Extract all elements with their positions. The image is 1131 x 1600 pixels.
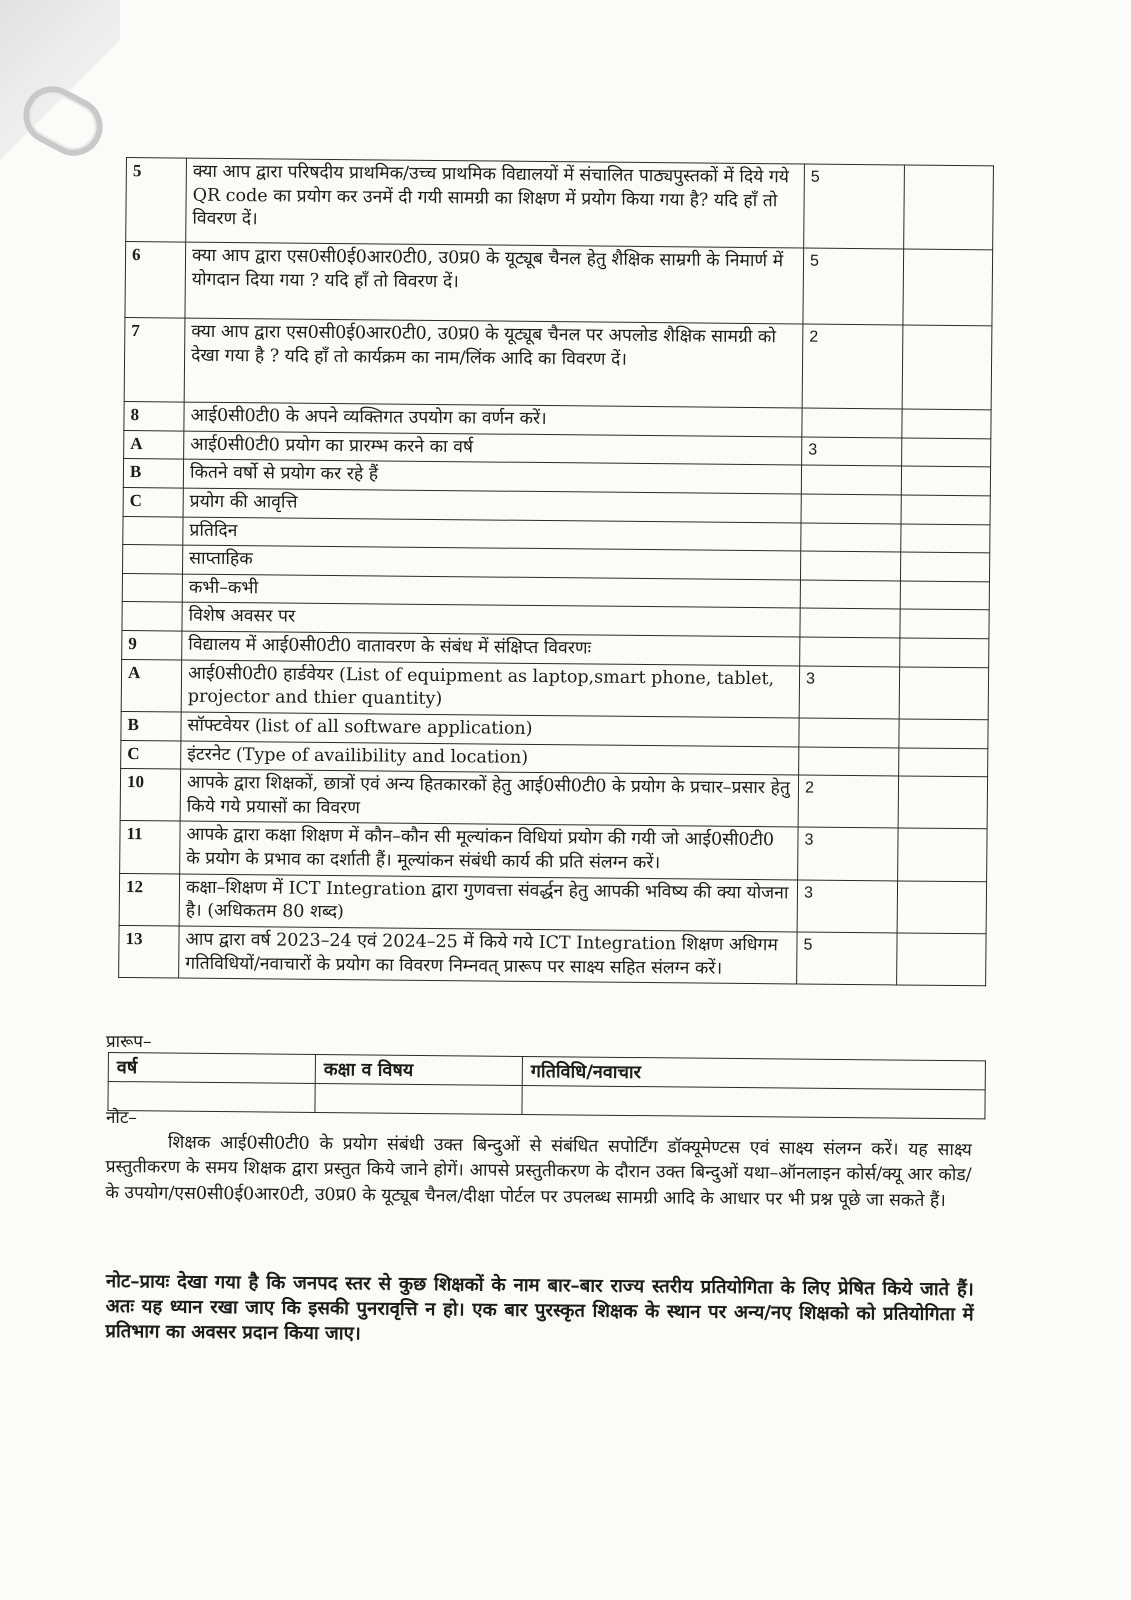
questions-table [118,157,994,986]
format-cell [315,1083,522,1114]
row-question: सॉफ्टवेयर (list of all software application) [181,712,799,747]
row-marks [799,718,900,748]
row-question: कक्षा–शिक्षण में ICT Integration द्वारा गुणवत्ता संवर्द्धन हेतु आपकी भविष्य की क्या योजना है। (अधिकतम 80 शब्द) [179,874,797,932]
row-number: B [121,711,181,740]
row-question: आई0सी0टी0 प्रयोग का प्रारम्भ करने का वर्ष [184,431,802,466]
row-number [122,573,182,602]
table-row [124,317,992,409]
row-marks: 3 [799,666,900,719]
row-number [122,602,182,631]
row-number: C [123,487,183,516]
row-question: कभी–कभी [182,574,800,609]
row-question: आई0सी0टी0 हार्डवेयर (List of equipment as laptop,smart phone, tablet, projector and thier quantity) [181,660,799,718]
row-question: विशेष अवसर पर [182,602,800,637]
row-marks: 5 [797,932,898,985]
row-number: 7 [124,317,185,402]
row-number: 12 [119,873,180,926]
row-marks: 3 [798,827,899,880]
row-question: इंटरनेट (Type of availibility and location) [181,741,799,776]
table-row [120,769,987,830]
row-marks [801,522,902,552]
row-remark-cell [902,438,991,467]
row-marks [799,746,900,776]
row-remark-cell [903,325,992,410]
row-question: कितने वर्षो से प्रयोग कर रहे हैं [183,459,801,494]
row-number: B [123,459,183,488]
row-remark-cell [901,523,990,552]
row-marks: 5 [803,248,904,325]
row-number: A [121,659,182,712]
row-marks: 2 [802,324,903,409]
row-question: प्रयोग की आवृत्ति [183,488,801,523]
row-marks [800,580,901,610]
row-marks [800,551,901,581]
row-marks: 3 [802,437,903,467]
row-number: 13 [119,925,180,978]
table-row [126,158,994,250]
row-marks: 3 [797,880,898,933]
row-remark-cell [898,828,987,881]
row-marks [801,494,902,524]
table-row [119,925,986,986]
row-question: आई0सी0टी0 के अपने व्यक्तिगत उपयोग का वर्णन करें। [184,402,802,437]
row-question: आप द्वारा वर्ष 2023–24 एवं 2024–25 में किये गये ICT Integration शिक्षण अधिगम गतिविधियों/नवाचारों के प्रयोग का विवरण निम्नवत् प्रारूप पर साक्ष्य सहित संलग्न करें। [179,926,797,984]
row-remark-cell [902,466,991,495]
table-row [125,242,993,326]
row-number [123,516,183,545]
row-question: विद्यालय में आई0सी0टी0 वातावरण के संबंध में संक्षिप्त विवरणः [182,631,800,666]
row-remark-cell [901,581,990,610]
note-paragraph-text: शिक्षक आई0सी0टी0 के प्रयोग संबंधी उक्त बिन्दुओं से संबंधित सपोर्टिंग डॉक्यूमेण्टस एवं साक्ष्य संलग्न करें। यह साक्ष्य प्रस्तुतीकरण के समय शिक्षक द्वारा प्रस्तुत किये जाने होगें। आपसे प्रस्तुतीकरण के दौरान उक्त बिन्दुओं यथा–ऑनलाइन कोर्स/क्यू आर कोड/के उपयोग/एस0सी0ई0आर0टी, उ0प्र0 के यूट्यूब चैनल/दीक्षा पोर्टल पर उपलब्ध सामग्री आदि के आधार पर भी प्रश्न पूछे जा सकते हैं। [105,1132,972,1211]
row-remark-cell [900,609,989,638]
row-remark-cell [898,881,987,934]
table-row [120,821,987,882]
row-remark-cell [899,747,988,776]
row-number: A [124,430,184,459]
row-number: 9 [122,630,182,659]
format-cell [522,1085,985,1118]
row-marks [800,608,901,638]
row-remark-cell [904,165,993,250]
row-remark-cell [901,552,990,581]
row-marks [800,637,901,667]
format-header-activity: गतिविधि/नवाचार [522,1056,985,1089]
table-row [119,873,986,934]
row-remark-cell [901,495,990,524]
format-header-class-subject: कक्षा व विषय [315,1054,522,1085]
format-cell [108,1082,315,1113]
row-question: आपके द्वारा कक्षा शिक्षण में कौन–कौन सी मूल्यांकन विधियां प्रयोग की गयी जो आई0सी0टी0 के प्रयोग के प्रभाव का दर्शाती हैं। मूल्यांकन संबंधी कार्य की प्रति संलग्न करें। [180,821,798,879]
format-label: प्रारूप– [106,1032,152,1052]
row-marks: 2 [798,775,899,828]
row-number: 10 [120,769,181,822]
row-number: 6 [125,242,186,319]
row-question: क्या आप द्वारा एस0सी0ई0आर0टी0, उ0प्र0 के यूट्यूब चैनल हेतु शैक्षिक साम्रगी के निमार्ण में योगदान दिया गया ? यदि हाँ तो विवरण दें। [185,242,804,324]
row-number: 8 [124,401,184,430]
row-number: 5 [126,158,187,243]
row-remark-cell [902,409,991,438]
row-remark-cell [900,667,989,720]
row-question: क्या आप द्वारा एस0सी0ई0आर0टी0, उ0प्र0 के यूट्यूब चैनल पर अपलोड शैक्षिक सामग्री को देखा गया है ? यदि हाँ तो कार्यक्रम का नाम/लिंक आदि का विवरण दें। [184,318,803,408]
row-marks [802,408,903,438]
row-remark-cell [899,776,988,829]
row-marks [801,465,902,495]
format-table [107,1052,986,1119]
row-number: 11 [120,821,181,874]
row-number: C [121,740,181,769]
note-paragraph [105,1130,972,1214]
row-marks: 5 [804,164,905,249]
row-remark-cell [900,638,989,667]
row-question: प्रतिदिन [183,517,801,552]
row-remark-cell [899,719,988,748]
row-question: आपके द्वारा शिक्षकों, छात्रों एवं अन्य हितकारकों हेतु आई0सी0टी0 के प्रयोग के प्रचार–प्रसार हेतु किये गये प्रयासों का विवरण [180,769,798,827]
row-remark-cell [897,933,986,986]
format-header-year: वर्ष [108,1053,315,1084]
row-question: क्या आप द्वारा परिषदीय प्राथमिक/उच्च प्राथमिक विद्यालयों में संचालित पाठ्यपुस्तकों में दिये गये QR code का प्रयोग कर उनमें दी गयी सामग्री का शिक्षण में प्रयोग किया गया है? यदि हाँ तो विवरण दें। [186,158,805,248]
note2-paragraph: नोट–प्रायः देखा गया है कि जनपद स्तर से कुछ शिक्षकों के नाम बार–बार राज्य स्तरीय प्रतियोगिता के लिए प्रेषित किये जाते हैं। अतः यह ध्यान रखा जाए कि इसकी पुनरावृत्ति न हो। एक बार पुरस्कृत शिक्षक के स्थान पर अन्य/नए शिक्षको को प्रतियोगिता में प्रतिभाग का अवसर प्रदान किया जाए। [105,1271,974,1345]
row-number [123,545,183,574]
note-label: नोट– [106,1108,137,1128]
row-remark-cell [903,249,992,326]
row-question: साप्ताहिक [183,545,801,580]
table-row [121,659,988,720]
